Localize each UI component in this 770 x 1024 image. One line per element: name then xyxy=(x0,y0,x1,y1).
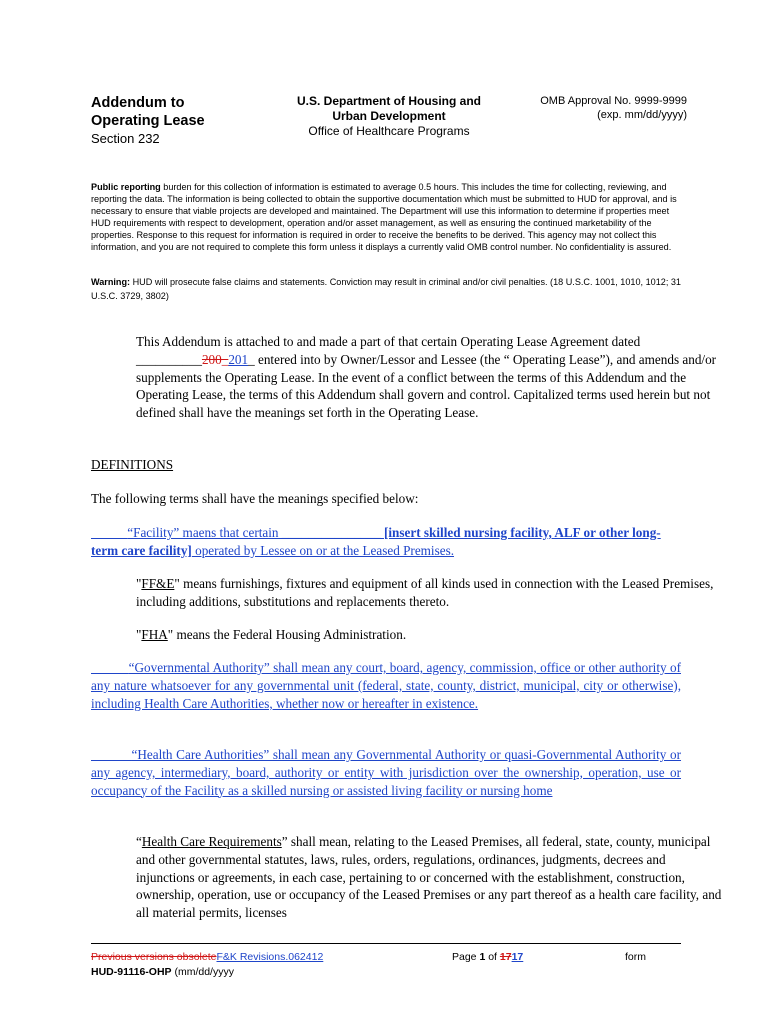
health-care-requirements-definition: “Health Care Requirements” shall mean, relating to the Leased Premises, all federal, state, county, municipal and other governmental statutes, laws, rules, orders, regulations, ordinances, judgments, decrees and injunctions or agreements, in each case, pertaining to or concerned with the establishment, construction, ownership, operation, use or occupancy of the Leased Premises or any part thereof as a health care facility, and all material permits, licenses xyxy=(136,834,722,921)
omb-approval-number: OMB Approval No. 9999-9999 xyxy=(540,95,687,107)
fha-term: FHA xyxy=(141,627,168,642)
fha-definition: "FHA" means the Federal Housing Administration. xyxy=(136,627,407,642)
department-line2: Urban Development xyxy=(332,109,446,123)
department-block xyxy=(278,94,500,139)
facility-rest: operated by Lessee on or at the Leased Premises. xyxy=(191,542,455,558)
ffe-term: FF&E xyxy=(141,576,175,591)
intro-part2: _ entered into by Owner/Lessor and Lessee (the “ Operating Lease”), and amends and/or supplements the Operating Lease. In the event of a conflict between the terms of this Addendum and the Operating Lease, the terms of this Addendum shall govern and control. Capitalized terms used herein but not defined shall have the meanings set forth in the Operating Lease. xyxy=(136,351,717,421)
warning-notice xyxy=(91,276,681,303)
fha-text: means the Federal Housing Administration. xyxy=(173,627,407,642)
footer-page-total-old: 17 xyxy=(499,951,512,963)
department-line1: U.S. Department of Housing and xyxy=(296,94,481,108)
form-title-line1: Addendum to xyxy=(91,95,185,111)
footer-form-label: form xyxy=(625,951,646,963)
ffe-definition: "FF&E" means furnishings, fixtures and equipment of all kinds used in connection with the Leased Premises, including additions, substitutions and replacements thereto. xyxy=(136,576,714,609)
deleted-year: 200_ xyxy=(201,351,229,367)
facility-lead: “Facility” maens that certain _______________ xyxy=(127,525,384,540)
omb-block xyxy=(500,94,687,122)
intro-paragraph xyxy=(91,333,726,422)
intro-part1: This Addendum is attached to and made a part of that certain Operating Lease Agreement dated __________ xyxy=(136,334,641,367)
warning-lead: Warning: xyxy=(91,277,131,287)
following-terms-line: The following terms shall have the meanings specified below: xyxy=(91,491,419,506)
governmental-authority-definition xyxy=(91,659,681,712)
office-name: Office of Healthcare Programs xyxy=(308,124,470,138)
omb-expiration: (exp. mm/dd/yyyy) xyxy=(597,109,687,121)
facility-insert-instruction: [insert skilled nursing facility, ALF or other long-term care facility] xyxy=(91,525,661,558)
footer-form-number-line xyxy=(91,965,234,979)
form-title-block xyxy=(91,94,271,148)
health-care-authorities-text: “Health Care Authorities” shall mean any Governmental Authority or quasi-Governmental Authority or any agency, intermediary, board, authority or entity with jurisdiction over the ownership, operation, use or occupancy of the Facility as a skilled nursing or assisted living facility or nursing home xyxy=(91,747,682,798)
facility-definition xyxy=(91,524,681,560)
health-care-requirements-term: Health Care Requirements xyxy=(141,834,282,849)
health-care-authorities-definition xyxy=(91,746,681,799)
footer-form-date: (mm/dd/yyyy xyxy=(171,966,234,978)
public-reporting-notice xyxy=(91,181,681,254)
health-care-requirements-text: shall mean, relating to the Leased Premises, all federal, state, county, municipal and other governmental statutes, laws, rules, orders, regulations, ordinances, judgments, decrees and injunctions or agreements, in each case, pertaining to or concerned with the establishment, construction, ownership, operation, use or occupancy of the Leased Premises or any part thereof as a health care facility, and all material permits, licenses xyxy=(136,834,722,921)
footer-form-number: HUD-91116-OHP xyxy=(91,966,172,978)
public-reporting-text: burden for this collection of information is estimated to average 0.5 hours. This includes the time for collecting, reviewing, and reporting the data. The information is being collected to obtain the supportive documentation which must be submitted to HUD for approval, and is necessary to ensure that viable projects are developed and maintained. The Department will use this information to determine if properties meet HUD requirements with respect to development, operation and/or asset management, as well as ensuring the continued marketability of the properties. Response to this request for information is required in order to receive the benefits to be derived. This agency may not collect this information, and you are not required to complete this form unless it displays a currently valid OMB control number. No confidentiality is assured. xyxy=(91,182,677,253)
footer-obsolete-notice: Previous versions obsolete xyxy=(91,951,217,963)
form-section: Section 232 xyxy=(91,131,160,146)
inserted-year: 201 xyxy=(228,351,249,367)
footer-page-number: Page 1 of 1717 xyxy=(452,951,524,963)
form-title-line2: Operating Lease xyxy=(91,113,205,129)
footer-divider xyxy=(91,943,681,944)
footer-revision-line xyxy=(91,950,323,964)
warning-text: HUD will prosecute false claims and statements. Conviction may result in criminal and/or civil penalties. (18 U.S.C. 1001, 1010, 1012; 31 U.S.C. 3729, 3802) xyxy=(91,277,681,301)
definitions-heading: DEFINITIONS xyxy=(91,457,174,472)
footer-page-total-new: 17 xyxy=(511,951,524,963)
ffe-text: means furnishings, fixtures and equipment of all kinds used in connection with the Leased Premises, including additions, substitutions and replacements thereto. xyxy=(136,576,714,609)
facility-indent xyxy=(91,525,127,540)
public-reporting-lead: Public reporting xyxy=(91,182,161,192)
footer-revision: F&K Revisions.062412 xyxy=(216,951,324,963)
governmental-authority-text: “Governmental Authority” shall mean any court, board, agency, commission, office or other authority of any nature whatsoever for any governmental unit (federal, state, county, district, municipal, city or otherwise), including Health Care Authorities, whether now or hereafter in existence. xyxy=(91,660,681,711)
